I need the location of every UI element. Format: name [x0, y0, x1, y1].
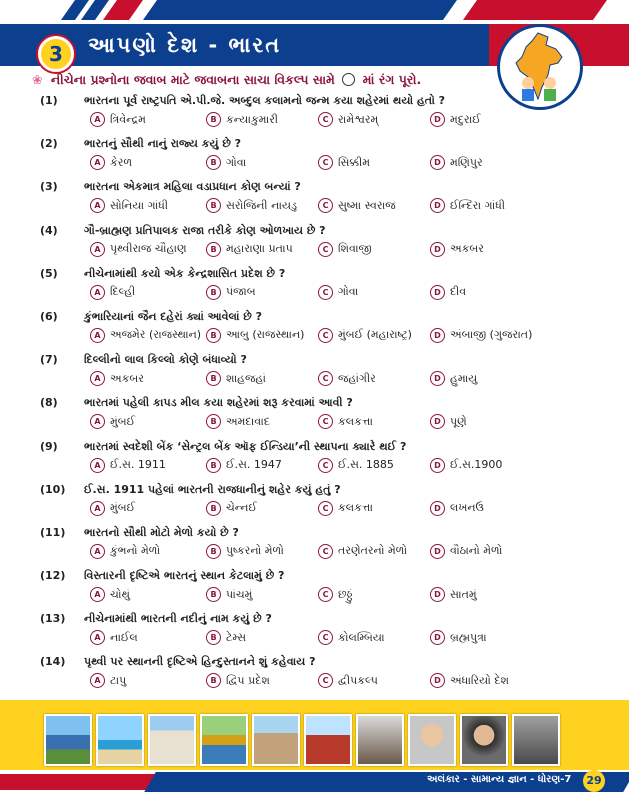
option-text: સોનિયા ગાંધી [110, 198, 169, 212]
option-letter-circle[interactable]: D [430, 501, 445, 516]
answer-option[interactable] [430, 414, 467, 429]
option-letter-circle[interactable]: C [318, 285, 333, 300]
lotus-icon: ❀ [32, 72, 43, 87]
question-text: વિસ્તારની દૃષ્ટિએ ભારતનું સ્થાન કેટલામું છે ? [84, 569, 285, 583]
answer-option[interactable] [90, 673, 126, 688]
option-text: મુંબઈ (મહારાષ્ટ્ર) [338, 328, 412, 342]
question-item [40, 306, 600, 349]
option-text: બ્રહ્મપુત્રા [450, 630, 487, 644]
option-letter-circle[interactable]: A [90, 544, 105, 559]
answer-option[interactable] [90, 458, 166, 473]
option-text: રામેશ્વરમ્ [338, 112, 379, 126]
option-letter-circle[interactable]: D [430, 630, 445, 645]
option-text: ત્રિવેન્દ્રમ [110, 112, 146, 126]
option-text: શાહજહાં [226, 371, 266, 385]
option-text: વૌઠાનો મેળો [450, 544, 503, 558]
photo-temple [148, 714, 196, 766]
option-letter-circle[interactable]: A [90, 673, 105, 688]
option-letter-circle[interactable]: C [318, 544, 333, 559]
option-letter-circle[interactable]: B [206, 458, 221, 473]
photo-indira-portrait [460, 714, 508, 766]
option-letter-circle[interactable]: C [318, 155, 333, 170]
answer-option[interactable] [318, 112, 378, 127]
answer-option[interactable] [430, 242, 484, 257]
photo-statue [356, 714, 404, 766]
option-letter-circle[interactable]: B [206, 414, 221, 429]
question-number: (8) [40, 396, 58, 410]
answer-option[interactable] [206, 242, 293, 257]
photo-red-fort [304, 714, 352, 766]
option-letter-circle[interactable]: C [318, 112, 333, 127]
option-text: દ્વિપ પ્રદેશ [226, 673, 270, 687]
option-letter-circle[interactable]: B [206, 285, 221, 300]
question-text: ગૌ-બ્રાહ્મણ પ્રતિપાલક રાજા તરીકે કોણ ઓળખાય છે ? [84, 223, 326, 237]
question-item [40, 565, 600, 608]
photo-beach [96, 714, 144, 766]
answer-option[interactable] [430, 544, 502, 559]
answer-option[interactable] [318, 371, 376, 386]
answer-option[interactable] [430, 587, 477, 602]
chapter-title: આપણો દેશ - ભારત [88, 33, 282, 57]
question-text: દિલ્લીનો લાલ કિલ્લો કોણે બંધાવ્યો ? [84, 353, 247, 367]
answer-option[interactable] [206, 198, 297, 213]
option-letter-circle[interactable]: A [90, 198, 105, 213]
option-letter-circle[interactable]: C [318, 371, 333, 386]
answer-option[interactable] [90, 501, 135, 516]
question-number: (11) [40, 525, 66, 539]
question-text: પૃથ્વી પર સ્થાનની દૃષ્ટિએ હિન્દુસ્તાનને શું કહેવાય ? [84, 655, 316, 669]
answer-option[interactable] [430, 328, 532, 343]
option-letter-circle[interactable]: C [318, 630, 333, 645]
option-letter-circle[interactable]: B [206, 328, 221, 343]
option-text: પુષ્કરનો મેળો [226, 544, 284, 558]
option-text: ઈ.સ. 1911 [110, 458, 166, 471]
answer-option[interactable] [318, 198, 396, 213]
option-letter-circle[interactable]: D [430, 544, 445, 559]
thumbnail-row [44, 714, 560, 766]
option-text: મણિપુર [450, 155, 483, 169]
answer-option[interactable] [206, 285, 256, 300]
option-letter-circle[interactable]: C [318, 198, 333, 213]
top-decor-strip [0, 0, 629, 24]
option-text: જહાંગીર [338, 371, 376, 385]
option-text: પૂણે [450, 414, 467, 428]
question-item [40, 608, 600, 651]
option-text: ઈ.સ. 1885 [338, 458, 394, 471]
answer-option[interactable] [206, 458, 282, 473]
question-item [40, 176, 600, 219]
option-text: કોલમ્બિયા [338, 630, 385, 644]
option-text: મદુરાઈ [450, 112, 481, 126]
answer-option[interactable] [430, 285, 466, 300]
question-number: (9) [40, 439, 58, 453]
question-number: (14) [40, 655, 66, 669]
question-text: ભારતમાં પહેલી કાપડ મીલ કયા શહેરમાં શરૂ કરવામાં આવી ? [84, 396, 353, 410]
question-number: (3) [40, 180, 58, 194]
option-text: ઈ.સ.1900 [450, 458, 503, 471]
answer-option[interactable] [90, 414, 135, 429]
answer-option[interactable] [90, 630, 138, 645]
page-number: 29 [583, 770, 605, 792]
option-text: દ્વીપકલ્પ [338, 673, 378, 687]
photo-crowd [512, 714, 560, 766]
question-text: ભારતના પૂર્વ રાષ્ટ્રપતિ એ.પી.જે. અબ્દુલ કલામનો જન્મ કયા શહેરમાં થયો હતો ? [84, 94, 446, 107]
question-number: (1) [40, 94, 58, 107]
question-text: નીચેનામાંથી કયો એક કેન્દ્રશાસિત પ્રદેશ છે ? [84, 266, 286, 280]
photo-kalam-portrait [408, 714, 456, 766]
option-letter-circle[interactable]: A [90, 112, 105, 127]
answer-option[interactable] [430, 198, 505, 213]
question-number: (7) [40, 353, 58, 367]
answer-option[interactable] [90, 112, 146, 127]
answer-option[interactable] [90, 155, 132, 170]
question-text: કુંભારિયાનાં જૈન દહેરાં ક્યાં આવેલાં છે ? [84, 309, 263, 323]
question-item [40, 133, 600, 176]
option-text: ઈ.સ. 1947 [226, 458, 282, 471]
answer-option[interactable] [206, 371, 266, 386]
option-letter-circle[interactable]: B [206, 673, 221, 688]
option-text: કેરળ [110, 155, 133, 169]
option-letter-circle[interactable]: A [90, 328, 105, 343]
answer-option[interactable] [206, 587, 252, 602]
question-item [40, 349, 600, 392]
option-letter-circle[interactable]: C [318, 458, 333, 473]
option-letter-circle[interactable]: A [90, 414, 105, 429]
option-text: ચોથું [110, 587, 130, 601]
publisher-logo: Alankar [14, 774, 75, 790]
circle-icon [342, 73, 355, 86]
answer-option[interactable] [430, 630, 487, 645]
option-text: કલકત્તા [338, 414, 373, 428]
option-letter-circle[interactable]: D [430, 328, 445, 343]
answer-option[interactable] [90, 198, 168, 213]
option-letter-circle[interactable]: B [206, 112, 221, 127]
answer-option[interactable] [318, 544, 407, 559]
option-letter-circle[interactable]: A [90, 501, 105, 516]
option-text: આબુ (રાજસ્થાન) [226, 328, 305, 342]
option-text: અંબાજી (ગુજરાત) [450, 328, 533, 342]
option-text: મુંબઈ [110, 414, 136, 428]
option-letter-circle[interactable]: B [206, 501, 221, 516]
option-letter-circle[interactable]: D [430, 673, 445, 688]
option-text: શિવાજી [338, 242, 372, 256]
question-item [40, 651, 600, 694]
answer-option[interactable] [206, 673, 270, 688]
option-letter-circle[interactable]: B [206, 371, 221, 386]
answer-option[interactable] [90, 242, 187, 257]
option-letter-circle[interactable]: A [90, 587, 105, 602]
question-text: ઈ.સ. 1911 પહેલાં ભારતની રાજધાનીનું શહેર કયું હતું ? [84, 482, 341, 496]
option-text: મહારાણા પ્રતાપ [226, 242, 293, 256]
question-number: (10) [40, 482, 66, 496]
answer-option[interactable] [206, 112, 278, 127]
option-text: સુષ્મા સ્વરાજ [338, 198, 396, 212]
option-letter-circle[interactable]: C [318, 414, 333, 429]
option-letter-circle[interactable]: B [206, 587, 221, 602]
option-letter-circle[interactable]: C [318, 501, 333, 516]
option-letter-circle[interactable]: A [90, 458, 105, 473]
answer-option[interactable] [430, 371, 477, 386]
answer-option[interactable] [318, 673, 378, 688]
question-text: ભારતના એકમાત્ર મહિલા વડાપ્રધાન કોણ બન્યાં ? [84, 180, 301, 194]
option-text: અંધારિયો દેશ [450, 673, 509, 687]
option-text: ગોવા [338, 285, 359, 299]
question-item [40, 392, 600, 435]
option-text: પંજાબ [226, 285, 256, 299]
option-text: અમદાવાદ [226, 414, 270, 428]
answer-option[interactable] [318, 155, 370, 170]
answer-option[interactable] [430, 458, 502, 473]
option-letter-circle[interactable]: B [206, 544, 221, 559]
option-letter-circle[interactable]: D [430, 242, 445, 257]
option-text: દિલ્હી [110, 285, 136, 299]
option-text: ગોવા [226, 155, 247, 169]
question-text: નીચેનામાંથી ભારતની નદીનું નામ કયું છે ? [84, 612, 272, 626]
chapter-number: 3 [38, 36, 74, 72]
answer-option[interactable] [206, 328, 304, 343]
question-item [40, 479, 600, 522]
answer-option[interactable] [318, 630, 385, 645]
option-text: સિક્કીમ [338, 155, 370, 169]
question-number: (5) [40, 266, 58, 280]
question-item [40, 522, 600, 565]
option-letter-circle[interactable]: B [206, 242, 221, 257]
question-item [40, 263, 600, 306]
question-number: (13) [40, 612, 66, 626]
answer-option[interactable] [90, 371, 144, 386]
option-text: છઠ્ઠું [338, 587, 353, 601]
option-letter-circle[interactable]: B [206, 198, 221, 213]
option-letter-circle[interactable]: A [90, 242, 105, 257]
question-list [40, 90, 600, 695]
answer-option[interactable] [430, 155, 483, 170]
option-text: સરોજિની નાયડુ [226, 198, 298, 212]
option-text: મુંબઈ [110, 501, 136, 515]
answer-option[interactable] [206, 501, 257, 516]
option-letter-circle[interactable]: D [430, 112, 445, 127]
question-item [40, 220, 600, 263]
answer-option[interactable] [430, 112, 481, 127]
question-text: ભારતમાં સ્વદેશી બેંક ‘સેન્ટ્રલ બેંક ઑફ ઈન્ડિયા’ની સ્થાપના ક્યારે થઈ ? [84, 439, 407, 453]
option-letter-circle[interactable]: D [430, 155, 445, 170]
answer-option[interactable] [318, 328, 412, 343]
option-letter-circle[interactable]: C [318, 242, 333, 257]
option-text: ચેન્નઈ [226, 501, 257, 515]
answer-option[interactable] [90, 328, 201, 343]
option-text: અકબર [450, 242, 484, 256]
option-letter-circle[interactable]: A [90, 285, 105, 300]
option-text: ઈન્દિરા ગાંધી [450, 198, 505, 212]
option-text: નાઈલ [110, 630, 138, 644]
option-text: દીવ [450, 285, 467, 299]
option-text: પાંચમું [226, 587, 253, 601]
question-text: ભારતનો સૌથી મોટો મેળો કયો છે ? [84, 525, 239, 539]
answer-option[interactable] [430, 673, 509, 688]
photo-gateway-of-india [252, 714, 300, 766]
option-letter-circle[interactable]: C [318, 328, 333, 343]
question-number: (6) [40, 309, 58, 323]
answer-option[interactable] [430, 501, 484, 516]
option-text: ટેમ્સ [226, 630, 247, 644]
answer-option[interactable] [206, 544, 284, 559]
book-title: અલંકાર - સામાન્ય જ્ઞાન - ધોરણ-7 [427, 774, 572, 785]
answer-option[interactable] [318, 414, 373, 429]
option-letter-circle[interactable]: C [318, 587, 333, 602]
question-number: (2) [40, 137, 58, 151]
answer-option[interactable] [206, 155, 246, 170]
option-text: અજમેર (રાજસ્થાન) [110, 328, 202, 342]
option-letter-circle[interactable]: D [430, 587, 445, 602]
question-number: (12) [40, 569, 66, 583]
answer-option[interactable] [90, 544, 160, 559]
answer-option[interactable] [318, 458, 394, 473]
option-text: અકબર [110, 371, 144, 385]
option-letter-circle[interactable]: B [206, 630, 221, 645]
option-text: તરણેતરનો મેળો [338, 544, 408, 558]
answer-option[interactable] [318, 285, 358, 300]
photo-kashmir-lake [44, 714, 92, 766]
option-letter-circle[interactable]: D [430, 198, 445, 213]
option-letter-circle[interactable]: A [90, 155, 105, 170]
answer-option[interactable] [318, 501, 373, 516]
question-text: ભારતનું સૌથી નાનું રાજ્ય કયું છે ? [84, 137, 242, 151]
answer-option[interactable] [90, 587, 130, 602]
question-item [40, 90, 600, 133]
option-text: કલકત્તા [338, 501, 373, 515]
answer-option[interactable] [318, 587, 352, 602]
option-text: કન્યાકુમારી [226, 112, 279, 126]
answer-option[interactable] [318, 242, 372, 257]
option-letter-circle[interactable]: D [430, 285, 445, 300]
instructions: ❀ નીચેના પ્રશ્નોના જવાબ માટે જવાબના સાચા વિકલ્પ સામે માં રંગ પૂરો. [32, 72, 422, 87]
option-text: ટાપુ [110, 673, 127, 687]
question-number: (4) [40, 223, 58, 237]
option-letter-circle[interactable]: B [206, 155, 221, 170]
option-letter-circle[interactable]: D [430, 458, 445, 473]
option-letter-circle[interactable]: A [90, 630, 105, 645]
option-text: કુંભનો મેળો [110, 544, 161, 558]
option-letter-circle[interactable]: D [430, 414, 445, 429]
option-text: હુમાયુ [450, 371, 478, 385]
option-letter-circle[interactable]: D [430, 371, 445, 386]
option-text: પૃથ્વીરાજ ચૌહાણ [110, 242, 187, 256]
option-text: સાતમું [450, 587, 477, 601]
option-text: લખનઉ [450, 501, 484, 515]
answer-option[interactable] [206, 414, 270, 429]
option-letter-circle[interactable]: A [90, 371, 105, 386]
option-letter-circle[interactable]: C [318, 673, 333, 688]
question-item [40, 436, 600, 479]
answer-option[interactable] [206, 630, 246, 645]
photo-boat-race [200, 714, 248, 766]
answer-option[interactable] [90, 285, 135, 300]
